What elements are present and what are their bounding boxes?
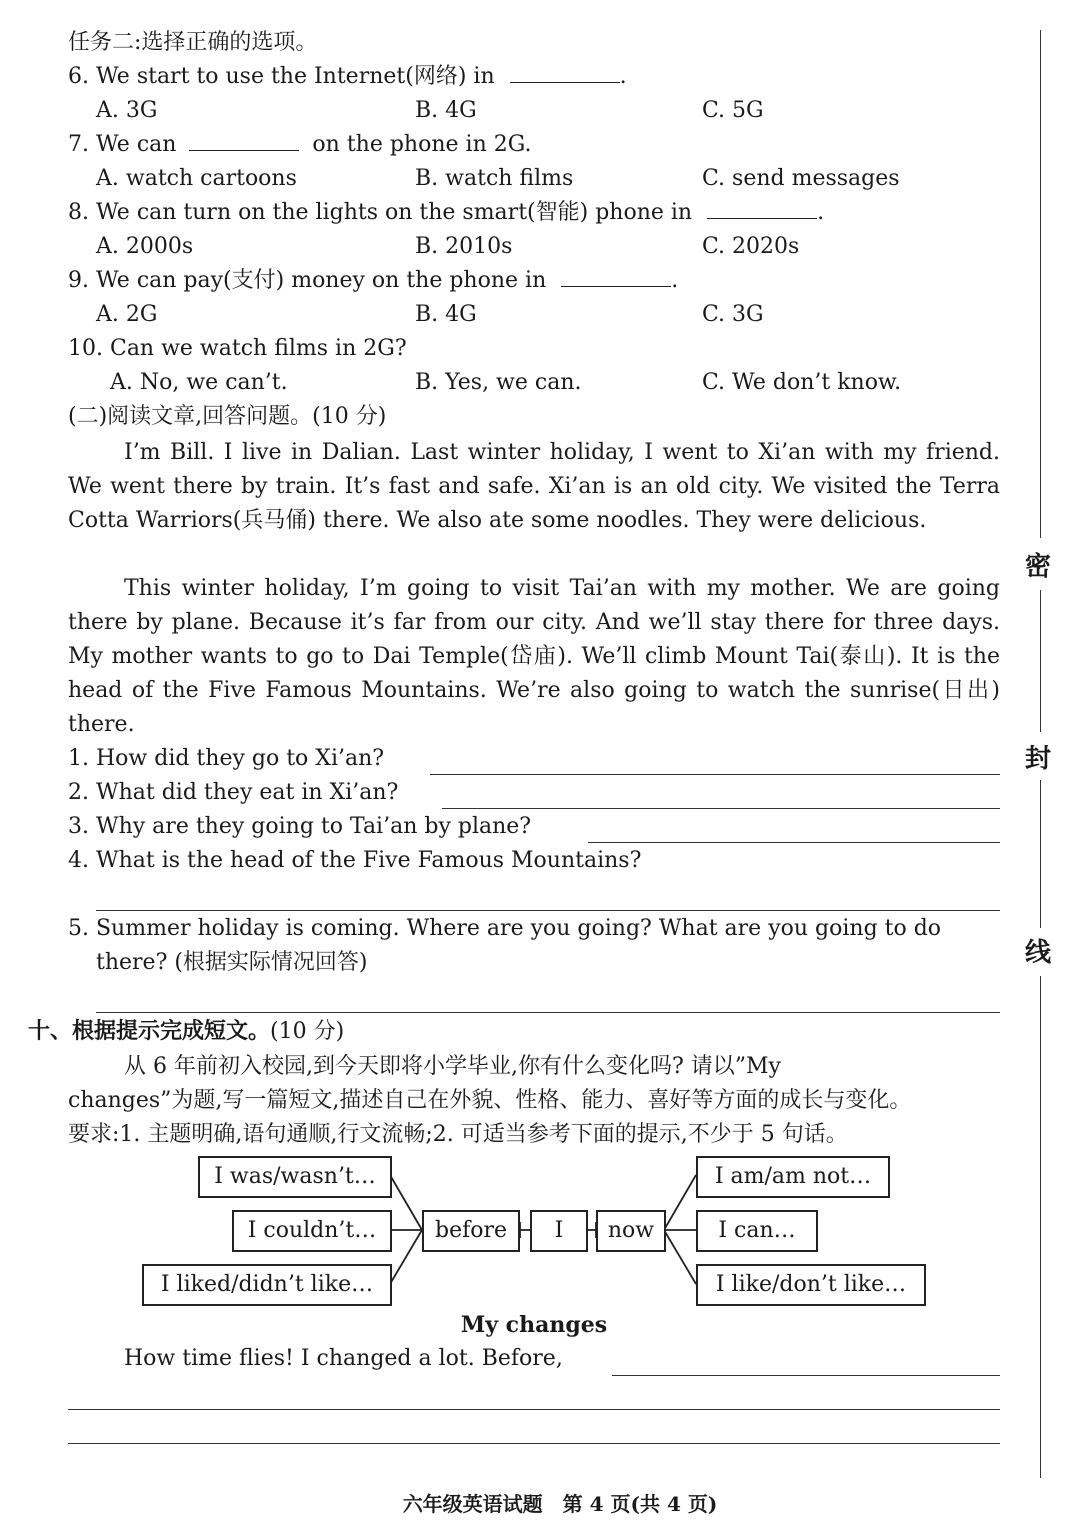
reading-question-2: 2. What did they eat in Xi’an? xyxy=(68,780,399,805)
option-9a: A. 2G xyxy=(96,302,158,327)
answer-blank-7[interactable] xyxy=(189,130,299,151)
reading-question-4: 4. What is the head of the Five Famous Mountains? xyxy=(68,848,642,873)
page-footer: 六年级英语试题 第 4 页(共 4 页) xyxy=(402,1492,718,1516)
answer-blank-9[interactable] xyxy=(561,266,671,287)
hint-box-i: I xyxy=(530,1210,588,1252)
essay-line-2[interactable] xyxy=(68,1409,1000,1410)
seal-char-mi: 密 xyxy=(1025,552,1052,582)
writing-score: (10 分) xyxy=(270,1019,345,1044)
reading-paragraph-2: This winter holiday, I’m going to visit Tai’an with my mother. We are going there by plane. Because it’s far from our city. And we’ll stay there for three days. My mother wants to go to Dai Temple(岱庙). We’ll climb Mount Tai(泰山). It is the head of the Five Famous Mountains. We’re also going to watch the sunrise(日出) there. xyxy=(68,576,1000,737)
essay-title: My changes xyxy=(460,1312,608,1338)
writing-title: 十、根据提示完成短文。 xyxy=(28,1018,271,1044)
hint-box-can: I can… xyxy=(696,1210,818,1252)
option-6b: B. 4G xyxy=(415,98,477,123)
question-6-stem: 6. We start to use the Internet(网络) in xyxy=(68,64,495,89)
answer-blank-6[interactable] xyxy=(510,62,620,83)
option-6a: A. 3G xyxy=(96,98,158,123)
question-9: 9. We can pay(支付) money on the phone in . xyxy=(68,268,679,293)
option-7b: B. watch films xyxy=(415,166,574,191)
reading-question-3: 3. Why are they going to Tai’an by plane? xyxy=(68,814,532,839)
essay-start: How time flies! I changed a lot. Before, xyxy=(124,1346,563,1371)
hint-box-like: I like/don’t like… xyxy=(696,1264,926,1306)
option-8c: C. 2020s xyxy=(702,234,800,259)
reading-paragraph-1: I’m Bill. I live in Dalian. Last winter holiday, I went to Xi’an with my friend. We went there by train. It’s fast and safe. Xi’an is an old city. We visited the Terra Cotta Warriors(兵马俑) there. We also ate some noodles. They were delicious. xyxy=(68,440,1000,533)
essay-line-1[interactable] xyxy=(612,1375,1000,1376)
question-8-stem: 8. We can turn on the lights on the smart(智能) phone in xyxy=(68,200,693,225)
option-10c: C. We don’t know. xyxy=(702,370,902,395)
answer-line-3[interactable] xyxy=(588,842,1000,843)
option-10b: B. Yes, we can. xyxy=(415,370,582,395)
option-8b: B. 2010s xyxy=(415,234,513,259)
seal-char-xian: 线 xyxy=(1025,938,1052,968)
hint-box-before: before xyxy=(422,1210,520,1252)
option-7c: C. send messages xyxy=(702,166,900,191)
hint-box-liked: I liked/didn’t like… xyxy=(142,1264,392,1306)
question-7: 7. We can on the phone in 2G. xyxy=(68,132,532,157)
option-6c: C. 5G xyxy=(702,98,764,123)
answer-blank-8[interactable] xyxy=(707,198,817,219)
answer-line-2[interactable] xyxy=(442,808,1000,809)
writing-instruction-3: 要求:1. 主题明确,语句通顺,行文流畅;2. 可适当参考下面的提示,不少于 5 句话。 xyxy=(68,1122,848,1147)
option-8a: A. 2000s xyxy=(96,234,194,259)
reading-title: (二)阅读文章,回答问题。(10 分) xyxy=(68,404,387,429)
seal-line-top xyxy=(1040,30,1041,538)
answer-line-5[interactable] xyxy=(96,1012,1000,1013)
writing-heading xyxy=(28,1016,344,1046)
option-9c: C. 3G xyxy=(702,302,764,327)
option-10a: A. No, we can’t. xyxy=(110,370,288,395)
seal-char-feng: 封 xyxy=(1025,744,1052,774)
task2-title: 任务二:选择正确的选项。 xyxy=(68,30,318,55)
hint-box-was: I was/wasn’t… xyxy=(198,1156,392,1198)
writing-instruction-1: 从 6 年前初入校园,到今天即将小学毕业,你有什么变化吗? 请以”My xyxy=(124,1054,781,1079)
question-7-stem: 7. We can xyxy=(68,132,177,157)
writing-instruction-2: changes”为题,写一篇短文,描述自己在外貌、性格、能力、喜好等方面的成长与变化。 xyxy=(68,1088,912,1113)
answer-line-1[interactable] xyxy=(430,774,1000,775)
reading-question-5: 5. Summer holiday is coming. Where are you going? What are you going to do xyxy=(68,916,942,941)
essay-line-3[interactable] xyxy=(68,1443,1000,1444)
answer-line-4[interactable] xyxy=(96,910,1000,911)
hint-box-now: now xyxy=(596,1210,666,1252)
reading-question-1: 1. How did they go to Xi’an? xyxy=(68,746,385,771)
question-8: 8. We can turn on the lights on the smart(智能) phone in . xyxy=(68,200,825,225)
hint-box-couldnt: I couldn’t… xyxy=(232,1210,392,1252)
seal-line-mid2 xyxy=(1040,780,1041,928)
question-6: 6. We start to use the Internet(网络) in . xyxy=(68,64,627,89)
seal-line-mid1 xyxy=(1040,590,1041,732)
option-9b: B. 4G xyxy=(415,302,477,327)
reading-question-5-cont: there? (根据实际情况回答) xyxy=(96,950,368,975)
question-10: 10. Can we watch films in 2G? xyxy=(68,336,407,361)
question-9-stem: 9. We can pay(支付) money on the phone in xyxy=(68,268,547,293)
seal-line-bottom xyxy=(1040,976,1041,1478)
option-7a: A. watch cartoons xyxy=(96,166,297,191)
hint-box-am: I am/am not… xyxy=(696,1156,890,1198)
